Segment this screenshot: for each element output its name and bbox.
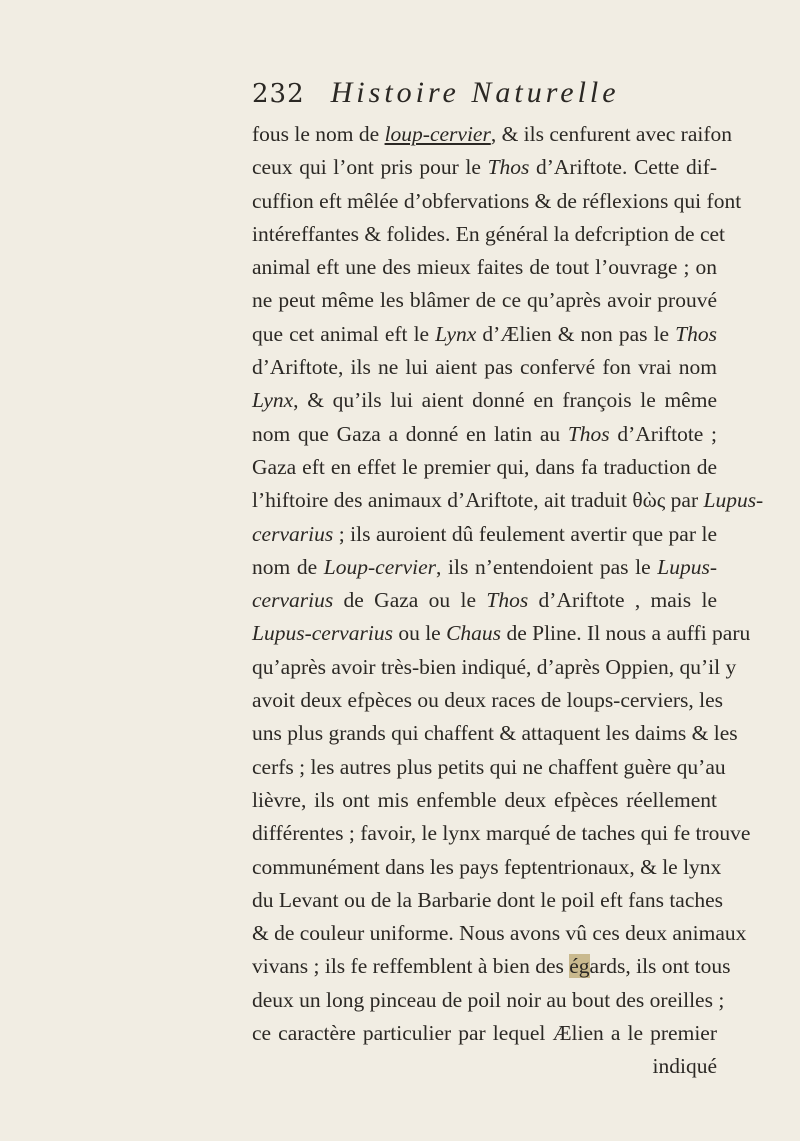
- text-segment: deux un long pinceau de poil noir au bout des oreilles ;: [252, 987, 725, 1012]
- text-line: [252, 418, 717, 451]
- text-segment: avoit deux efpèces ou deux races de loups-cerviers, les: [252, 688, 724, 713]
- text-segment: d’Ariftote, ils ne lui aient pas confervé fon vrai nom: [252, 355, 717, 380]
- text-segment: intéreffantes & folides. En général la defcription de cet: [252, 221, 725, 246]
- text-segment: uns plus grands qui chaffent & attaquent les daims & les: [252, 721, 738, 746]
- text-line: [252, 218, 725, 251]
- text-line: [252, 118, 732, 151]
- italic-text: cervarius: [252, 521, 334, 546]
- text-line: [252, 451, 717, 484]
- text-line: [252, 185, 742, 218]
- text-segment: du Levant ou de la Barbarie dont le poil eft fans taches: [252, 887, 724, 912]
- text-line: [252, 917, 747, 950]
- text-segment: , & ils cenfurent avec raifon: [490, 122, 732, 146]
- text-segment: de Gaza ou le: [333, 588, 487, 613]
- text-segment: ards, ils ont tous: [589, 954, 731, 979]
- text-line: [252, 518, 717, 551]
- text-line: [252, 651, 737, 684]
- text-line: [252, 584, 717, 617]
- text-segment: indiqué: [652, 1054, 717, 1079]
- text-segment: d’Ælien & non pas le: [476, 321, 676, 346]
- text-segment: de Pline. Il nous a auffi paru: [501, 621, 751, 646]
- text-line: [252, 384, 717, 417]
- text-line: [252, 1017, 717, 1050]
- body-text: [252, 118, 764, 1084]
- italic-text: Lynx: [252, 388, 294, 413]
- text-segment: & de couleur uniforme. Nous avons vû ces deux animaux: [252, 921, 747, 946]
- text-segment: cerfs ; les autres plus petits qui ne chaffent guère qu’au: [252, 754, 726, 779]
- text-line: [252, 351, 717, 384]
- italic-text: Loup-cervier: [323, 554, 437, 579]
- text-segment: cuffion eft mêlée d’obfervations & de réflexions qui font: [252, 188, 742, 213]
- text-segment: nom de: [252, 554, 324, 579]
- text-line: [252, 318, 717, 351]
- italic-text: Thos: [567, 421, 610, 446]
- text-line: [252, 851, 722, 884]
- text-segment: ceux qui l’ont pris pour le: [252, 155, 488, 180]
- text-line: [252, 884, 724, 917]
- text-line: [252, 1050, 717, 1083]
- italic-text: Thos: [486, 588, 529, 613]
- text-line: [252, 551, 717, 584]
- italic-text: Lupus-: [703, 488, 764, 513]
- text-segment: qu’après avoir très-bien indiqué, d’après Oppien, qu’il y: [252, 654, 737, 679]
- text-segment: ce caractère particulier par lequel Ælien a le premier: [252, 1021, 717, 1046]
- running-head: Histoire Naturelle: [330, 76, 620, 109]
- text-segment: nom que Gaza a donné en latin au: [252, 421, 568, 446]
- text-segment: ne peut même les blâmer de ce qu’après avoir prouvé: [252, 288, 717, 313]
- italic-text: Lupus-cervarius: [252, 621, 393, 646]
- text-segment: d’Ariftote. Cette dif-: [529, 155, 718, 180]
- text-line: [252, 817, 751, 850]
- page-number: 232: [252, 79, 305, 109]
- text-line: [252, 251, 717, 284]
- text-line: [252, 950, 731, 983]
- text-segment: , & qu’ils lui aient donné en françois le même: [293, 388, 717, 413]
- text-segment: animal eft une des mieux faites de tout l’ouvrage ; on: [252, 255, 717, 280]
- text-segment: d’Ariftote ;: [609, 421, 717, 446]
- italic-text: Thos: [675, 321, 717, 346]
- italic-text: Chaus: [446, 621, 502, 646]
- text-segment: l’hiftoire des animaux d’Ariftote, ait traduit θὼς par: [252, 488, 704, 513]
- text-segment: ; ils auroient dû feulement avertir que par le: [333, 521, 717, 546]
- text-segment: ég: [569, 954, 590, 979]
- text-segment: d’Ariftote , mais le: [528, 588, 718, 613]
- text-line: [252, 617, 751, 650]
- text-line: [252, 984, 725, 1017]
- text-segment: vivans ; ils fe reffemblent à bien des: [252, 954, 570, 979]
- text-segment: lièvre, ils ont mis enfemble deux efpèces réellement: [252, 787, 717, 812]
- text-line: [252, 751, 726, 784]
- text-line: [252, 484, 764, 517]
- page-header: [252, 76, 682, 116]
- italic-text: Lupus-: [657, 554, 717, 579]
- text-line: [252, 684, 724, 717]
- text-line: [252, 717, 738, 750]
- italic-text: Lynx: [435, 321, 477, 346]
- text-segment: fous le nom de: [252, 122, 385, 146]
- text-segment: que cet animal eft le: [252, 321, 436, 346]
- text-segment: , ils n’entendoient pas le: [436, 554, 658, 579]
- text-segment: différentes ; favoir, le lynx marqué de taches qui fe trouve: [252, 821, 751, 846]
- italic-text: loup-cervier: [384, 122, 491, 146]
- italic-text: Thos: [487, 155, 530, 180]
- text-line: [252, 784, 717, 817]
- text-segment: ou le: [392, 621, 447, 646]
- text-line: [252, 151, 717, 184]
- text-segment: communément dans les pays feptentrionaux, & le lynx: [252, 854, 722, 879]
- text-line: [252, 284, 717, 317]
- italic-text: cervarius: [252, 588, 334, 613]
- text-segment: Gaza eft en effet le premier qui, dans fa traduction de: [252, 454, 717, 479]
